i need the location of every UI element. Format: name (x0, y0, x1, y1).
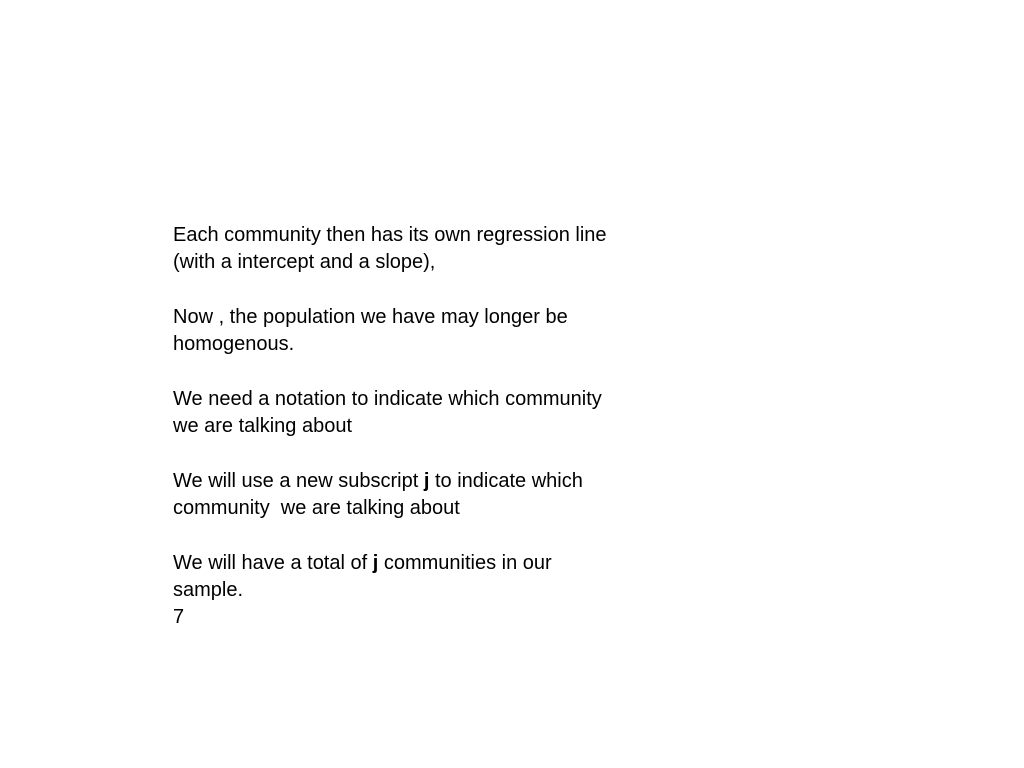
paragraph-5-text-after: communities in our (378, 551, 552, 574)
paragraph-1-line-2: (with a intercept and a slope), (173, 251, 436, 274)
paragraph-2-line-2: homogenous. (173, 333, 295, 356)
paragraph-4-line-2: community we are talking about (173, 496, 460, 519)
page-number: 7 (173, 606, 185, 629)
paragraph-4-text-before: We will use a new subscript (173, 469, 424, 492)
total-j-bold: j (372, 551, 379, 574)
paragraph-4-line-1 (173, 468, 693, 495)
paragraph-1-line-1: Each community then has its own regression line (173, 224, 607, 246)
slide-text-body (173, 222, 693, 631)
paragraph-2-line-1: Now , the population we have may longer be (173, 305, 568, 328)
paragraph-3-line-1: We need a notation to indicate which community (173, 387, 602, 410)
paragraph-4-text-after: to indicate which (429, 469, 583, 492)
paragraph-3-line-2: we are talking about (173, 415, 353, 438)
subscript-j-bold: j (423, 469, 430, 492)
paragraph-5-line-1 (173, 550, 693, 577)
paragraph-5-line-2: sample. (173, 578, 244, 601)
paragraph-5-text-before: We will have a total of (173, 551, 373, 574)
